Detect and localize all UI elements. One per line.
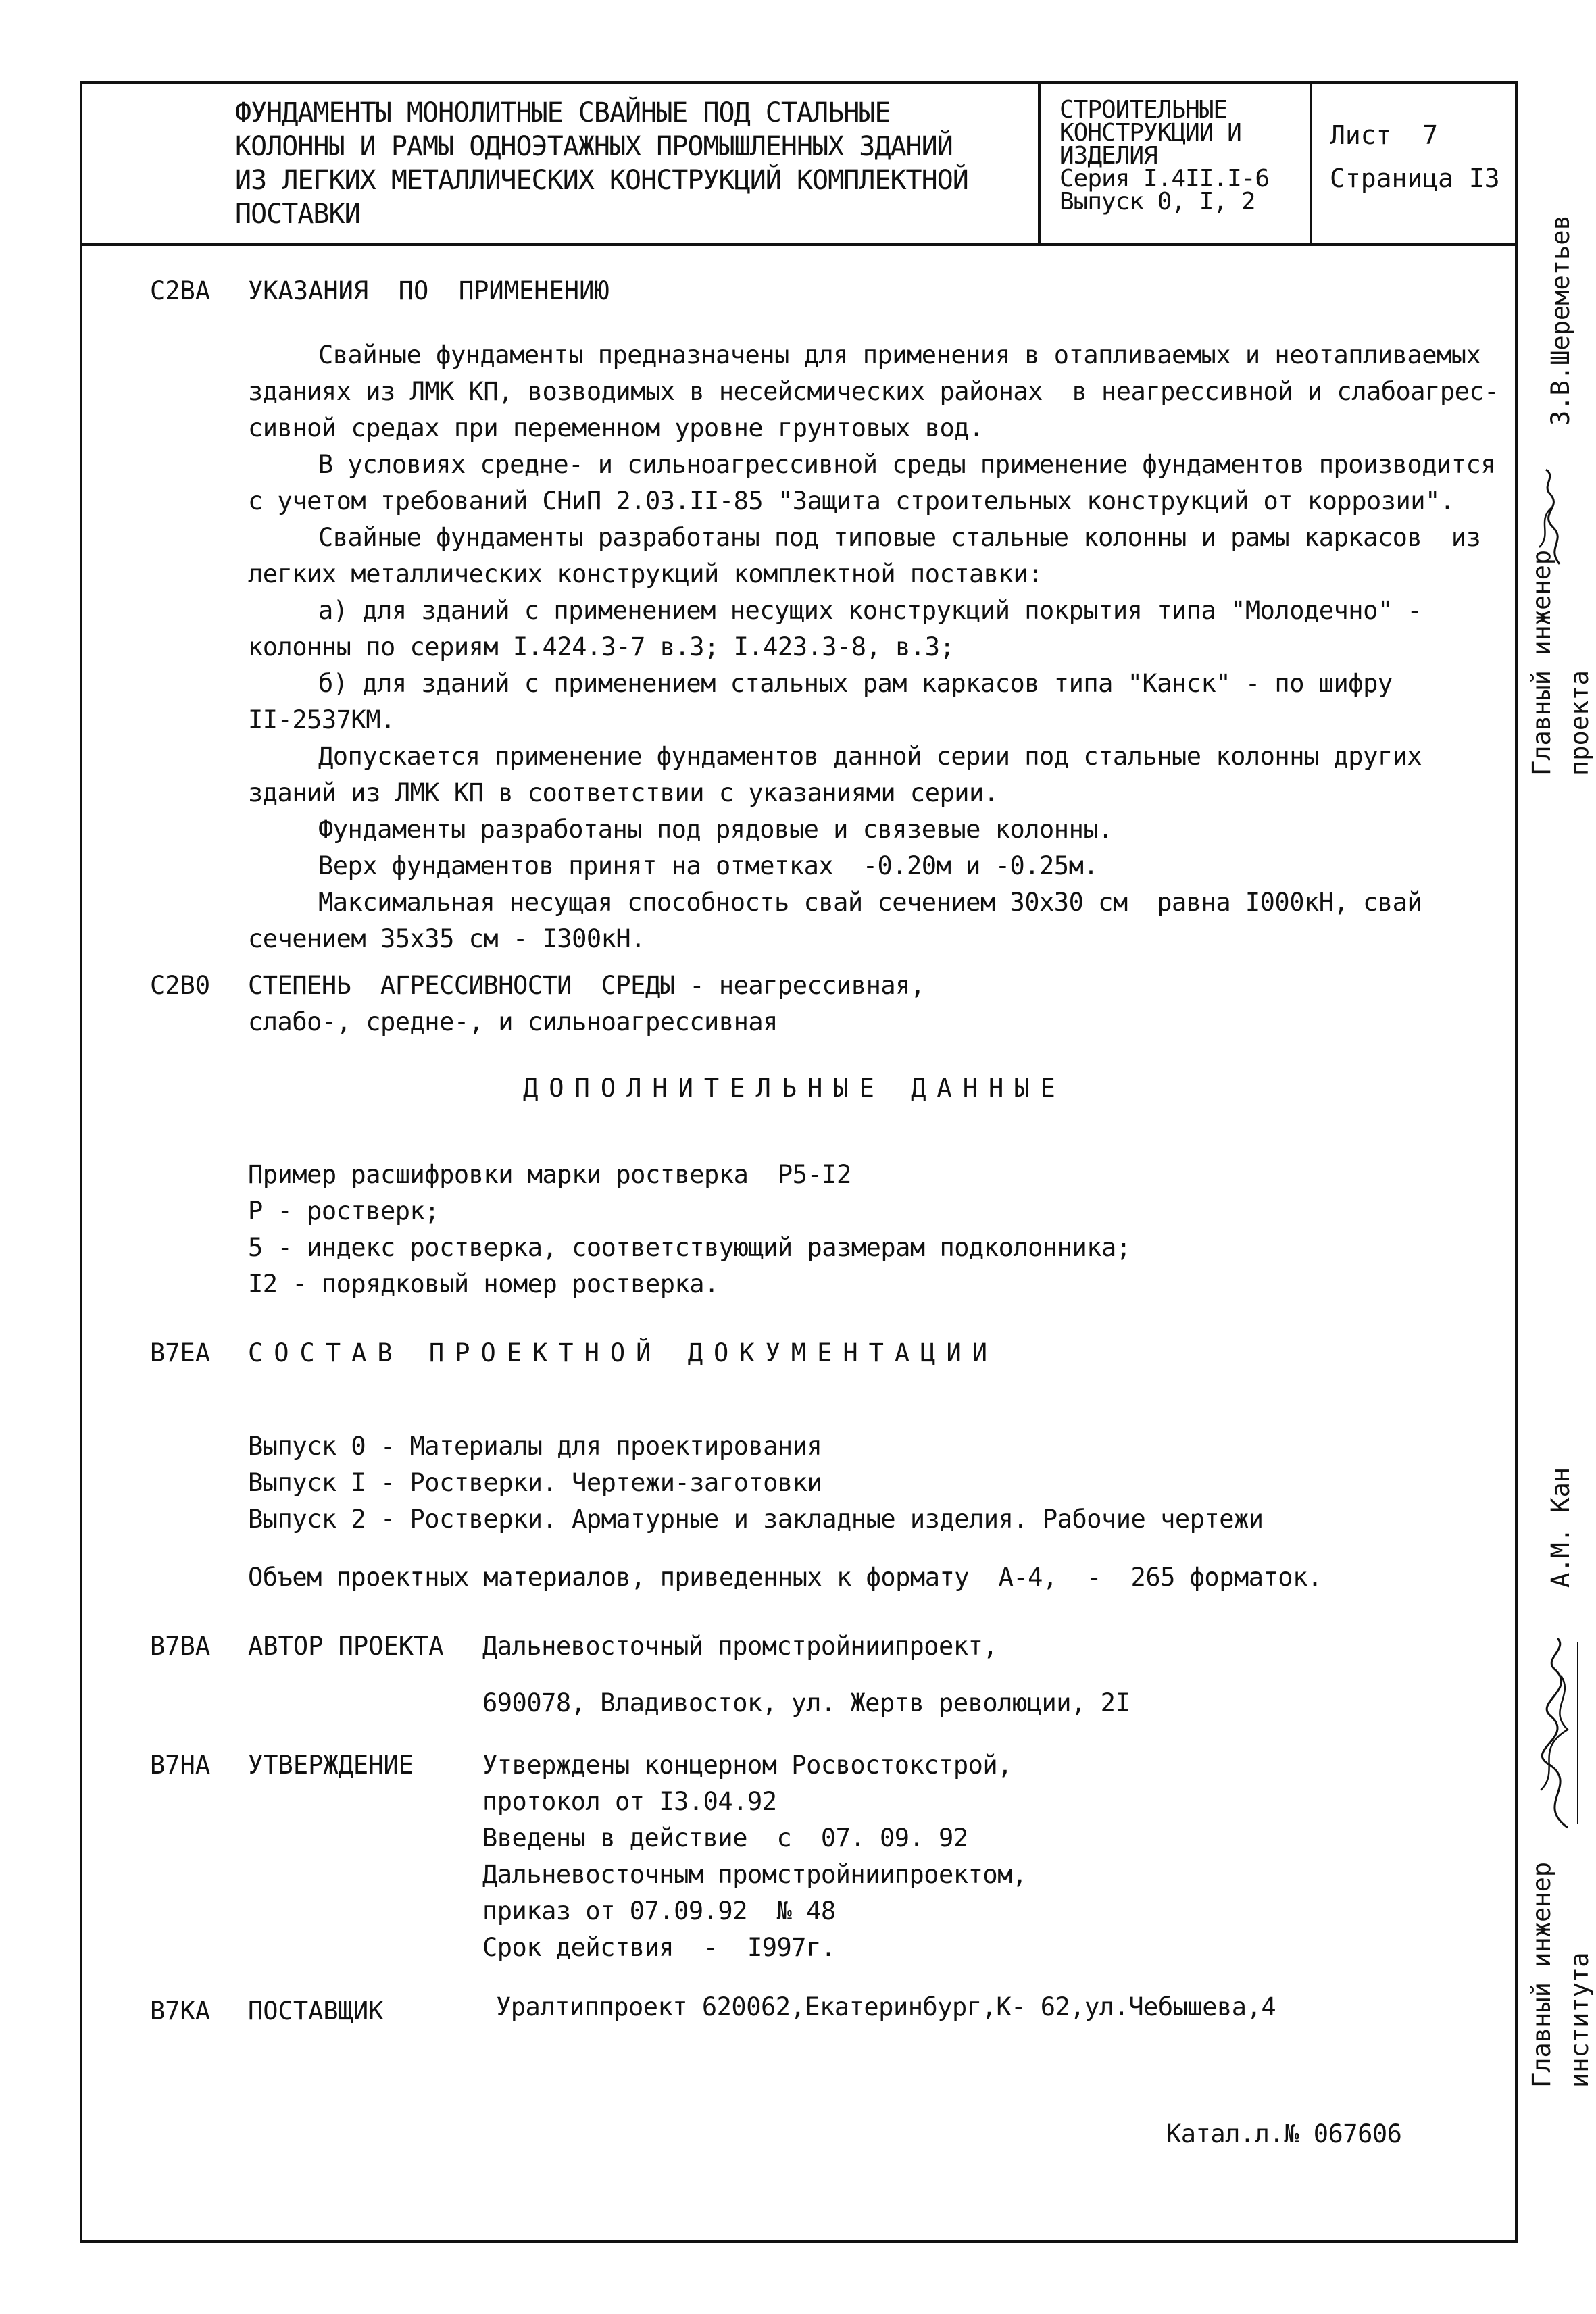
margin-name: З.В.Шереметьев: [1546, 215, 1575, 426]
field-value: Дальневосточный промстройниипроект,: [482, 1632, 998, 1661]
text-line: Выпуск I - Ростверки. Чертежи-заготовки: [248, 1468, 822, 1497]
sheet-block: [1312, 84, 1515, 243]
field-value: протокол от I3.04.92: [482, 1787, 777, 1816]
catalog-number: Катал.л.№ 067606: [1166, 2119, 1402, 2148]
title-line: ПОСТАВКИ: [235, 199, 360, 230]
text-line: СТЕПЕНЬ АГРЕССИВНОСТИ СРЕДЫ - неагрессивная,: [248, 971, 925, 1000]
text-line: Максимальная несущая способность свай сечением 30х30 см равна I000кН, свай: [318, 888, 1422, 917]
text-line: слабо-, средне-, и сильноагрессивная: [248, 1007, 778, 1036]
document-frame: [80, 81, 1518, 2243]
margin-role: Главный инженер: [1527, 549, 1556, 776]
series-block: [1041, 84, 1312, 243]
text-line: Свайные фундаменты разработаны под типовые стальные колонны и рамы каркасов из: [318, 523, 1481, 552]
field-value: Срок действия - I997г.: [482, 1933, 836, 1962]
text-line: II-2537КМ.: [248, 705, 395, 734]
signature-icon: [1526, 466, 1573, 568]
section-code: В7НА: [150, 1751, 211, 1780]
text-line: зданий из ЛМК КП в соответствии с указаниями серии.: [248, 778, 999, 807]
section-heading: СОСТАВ ПРОЕКТНОЙ ДОКУМЕНТАЦИИ: [248, 1338, 999, 1367]
page-number: Страница I3: [1330, 164, 1500, 193]
text-line: Допускается применение фундаментов данной серии под стальные колонны других: [318, 742, 1422, 771]
series-line: Серия I.4II.I-6: [1059, 165, 1270, 193]
text-line: Пример расшифровки марки ростверка Р5-I2: [248, 1160, 851, 1189]
margin-role: Главный инженер: [1527, 1861, 1556, 2088]
title-block: [82, 84, 1515, 246]
series-line: СТРОИТЕЛЬНЫЕ: [1059, 96, 1228, 124]
signature-icon: [1520, 1635, 1588, 1831]
text-line: зданиях из ЛМК КП, возводимых в несейсмических районах в неагрессивной и слабоагрес-: [248, 377, 1499, 406]
text-line: б) для зданий с применением стальных рам каркасов типа "Канск" - по шифру: [318, 669, 1393, 698]
field-value: Дальневосточным промстройниипроектом,: [482, 1860, 1027, 1889]
text-line: Фундаменты разработаны под рядовые и связевые колонны.: [318, 815, 1113, 844]
field-value: Уралтиппроект 620062,Екатеринбург,К- 62,ул.Чебышева,4: [496, 1992, 1276, 2021]
title-line: ФУНДАМЕНТЫ МОНОЛИТНЫЕ СВАЙНЫЕ ПОД СТАЛЬНЫЕ: [235, 97, 891, 128]
text-line: колонны по сериям I.424.3-7 в.3; I.423.3-8, в.3;: [248, 632, 955, 661]
text-line: 5 - индекс ростверка, соответствующий размерам подколонника;: [248, 1233, 1131, 1262]
section-code: С2В0: [150, 971, 211, 1000]
text-line: Верх фундаментов принят на отметках -0.20м и -0.25м.: [318, 851, 1099, 880]
series-line: Выпуск 0, I, 2: [1059, 188, 1255, 216]
section-code: В7КА: [150, 1996, 211, 2026]
series-line: КОНСТРУКЦИИ И: [1059, 119, 1241, 147]
field-value: 690078, Владивосток, ул. Жертв революции, 2I: [482, 1688, 1130, 1717]
section-heading: ДОПОЛНИТЕЛЬНЫЕ ДАННЫЕ: [523, 1074, 1066, 1103]
margin-role: проекта: [1565, 670, 1594, 776]
margin-name: А.М. Кан: [1546, 1467, 1575, 1588]
section-code: В7ВА: [150, 1632, 211, 1661]
text-line: легких металлических конструкций комплектной поставки:: [248, 559, 1043, 588]
series-line: ИЗДЕЛИЯ: [1059, 142, 1157, 170]
field-label: АВТОР ПРОЕКТА: [248, 1632, 444, 1661]
title-line: ИЗ ЛЕГКИХ МЕТАЛЛИЧЕСКИХ КОНСТРУКЦИЙ КОМПЛЕКТНОЙ: [235, 165, 968, 196]
sheet-number: Лист 7: [1330, 120, 1439, 150]
text-line: а) для зданий с применением несущих конструкций покрытия типа "Молодечно" -: [318, 596, 1422, 625]
field-value: Введены в действие с 07. 09. 92: [482, 1823, 968, 1853]
text-line: сивной средах при переменном уровне грунтовых вод.: [248, 413, 984, 443]
margin-role: института: [1565, 1952, 1594, 2088]
text-line: Р - ростверк;: [248, 1197, 440, 1226]
document-title: [82, 84, 1041, 243]
text-line: В условиях средне- и сильноагрессивной среды применение фундаментов производится: [318, 450, 1496, 479]
text-line: Свайные фундаменты предназначены для применения в отапливаемых и неотапливаемых: [318, 341, 1481, 370]
text-line: сечением 35х35 см - I300кН.: [248, 924, 645, 953]
text-line: Выпуск 0 - Материалы для проектирования: [248, 1432, 822, 1461]
section-code: С2ВА: [150, 276, 211, 305]
text-line: Выпуск 2 - Ростверки. Арматурные и закладные изделия. Рабочие чертежи: [248, 1505, 1264, 1534]
title-line: КОЛОННЫ И РАМЫ ОДНОЭТАЖНЫХ ПРОМЫШЛЕННЫХ ЗДАНИЙ: [235, 131, 953, 162]
text-line: I2 - порядковый номер ростверка.: [248, 1269, 719, 1299]
text-line: Объем проектных материалов, приведенных к формату А-4, - 265 форматок.: [248, 1563, 1322, 1592]
section-code: В7ЕА: [150, 1338, 211, 1367]
field-value: приказ от 07.09.92 № 48: [482, 1896, 836, 1926]
field-label: УТВЕРЖДЕНИЕ: [248, 1751, 414, 1780]
field-label: ПОСТАВЩИК: [248, 1996, 384, 2026]
field-value: Утверждены концерном Росвостокстрой,: [482, 1751, 1012, 1780]
text-line: с учетом требований СНиП 2.03.II-85 "Защита строительных конструкций от коррозии".: [248, 486, 1455, 515]
section-heading: УКАЗАНИЯ ПО ПРИМЕНЕНИЮ: [248, 276, 609, 305]
